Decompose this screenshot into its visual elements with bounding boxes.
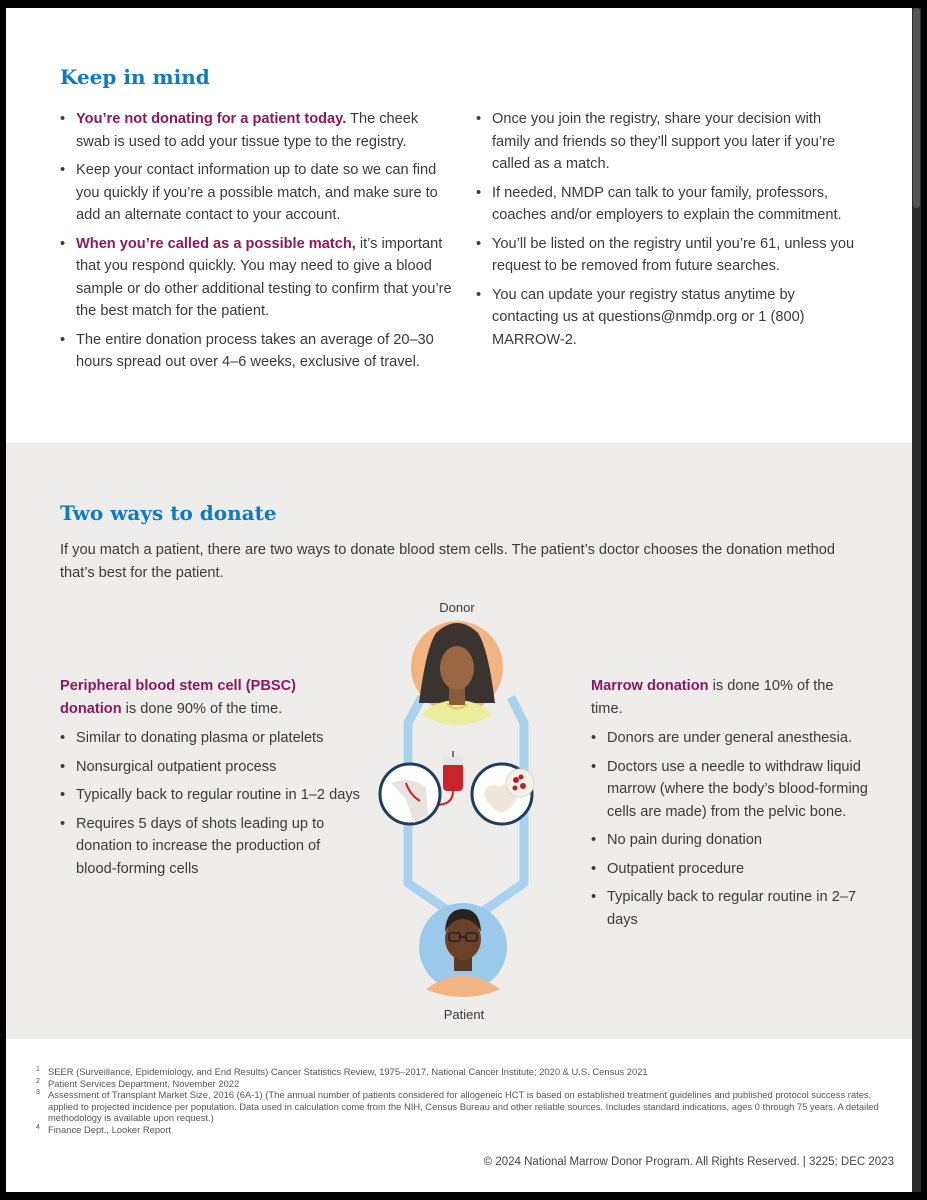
patient-icon xyxy=(419,903,507,997)
list-item: • Requires 5 days of shots leading up to donation to increase the production of blood-forming cells xyxy=(60,813,360,881)
list-item: • You’ll be listed on the registry until you’re 61, unless you request to be removed from future searches. xyxy=(476,233,861,278)
list-item: • If needed, NMDP can talk to your family, professors, coaches and/or employers to explain the commitment. xyxy=(476,182,861,227)
list-item: • Nonsurgical outpatient process xyxy=(60,756,360,779)
two-ways-section xyxy=(6,443,912,1039)
donor-label: Donor xyxy=(439,600,475,615)
list-item: • You can update your registry status anytime by contacting us at questions@nmdp.org or 1 (800) MARROW-2. xyxy=(476,284,861,352)
scrollbar-thumb[interactable] xyxy=(913,8,920,208)
scrollbar[interactable] xyxy=(912,8,921,1192)
footnote: 2 Patient Services Department, November 2022 xyxy=(36,1077,240,1089)
list-item: • Similar to donating plasma or platelets xyxy=(60,727,360,750)
footnotes xyxy=(36,1066,886,1135)
copyright: © 2024 National Marrow Donor Program. All Rights Reserved. | 3225; DEC 2023 xyxy=(483,1156,894,1168)
document-page xyxy=(6,8,912,1192)
marrow-lead: Marrow donation is done 10% of the time. xyxy=(591,678,834,717)
footnote: 4 Finance Dept., Looker Report xyxy=(36,1123,171,1135)
footnote: 3 Assessment of Transplant Market Size, 2016 (6A-1) (The annual number of patients considered for allogeneic HCT is based on established treatment guidelines and published protocol success rates, applied to projected incidence per population. Data used in calculation come from the NIH, Census Bureau and other reliable sources. Includes standard indications, ages 0 through 75 years. A detailed methodology is available upon request.) xyxy=(36,1089,879,1123)
keep-left-list xyxy=(60,108,455,380)
list-item: • Keep your contact information up to date so we can find you quickly if you’re a possible match, and make sure to add an alternate contact to your account. xyxy=(60,159,455,227)
keep-in-mind-heading: Keep in mind xyxy=(60,65,210,89)
donation-illustration xyxy=(6,443,912,1039)
list-item: • Once you join the registry, share your decision with family and friends so they’ll support you later if you’re called as a match. xyxy=(476,108,861,176)
list-item: • The entire donation process takes an average of 20–30 hours spread out over 4–6 weeks, exclusive of travel. xyxy=(60,329,455,374)
list-item: • Doctors use a needle to withdraw liquid marrow (where the body’s blood-forming cells are made) from the pelvic bone. xyxy=(591,756,881,824)
list-item: • Outpatient procedure xyxy=(591,858,881,881)
list-item: • Donors are under general anesthesia. xyxy=(591,727,881,750)
keep-right-list xyxy=(476,108,861,357)
arm-draw-icon xyxy=(380,764,440,824)
patient-label: Patient xyxy=(443,1007,485,1022)
list-item: • No pain during donation xyxy=(591,829,881,852)
list-item: • When you’re called as a possible match, it’s important that you respond quickly. You may need to give a blood sample or do other additional testing to confirm that you’re the best match for the patient. xyxy=(60,233,455,323)
donor-icon xyxy=(411,621,503,725)
list-item: • You’re not donating for a patient today. The cheek swab is used to add your tissue type to the registry. xyxy=(60,108,455,153)
list-item: • Typically back to regular routine in 1–2 days xyxy=(60,784,360,807)
footnote: 1 SEER (Surveillance, Epidemiology, and End Results) Cancer Statistics Review, 1975–2017. National Cancer Institute; 2020 & U.S. Census 2021 xyxy=(36,1066,648,1077)
pelvis-marrow-icon xyxy=(472,764,534,824)
list-item: • Typically back to regular routine in 2–7 days xyxy=(591,886,881,931)
two-ways-heading: Two ways to donate xyxy=(60,501,277,525)
pbsc-lead: Peripheral blood stem cell (PBSC) donation is done 90% of the time. xyxy=(60,678,296,717)
two-ways-intro: If you match a patient, there are two ways to donate blood stem cells. The patient’s doctor chooses the donation method that’s best for the patient. xyxy=(60,542,836,581)
